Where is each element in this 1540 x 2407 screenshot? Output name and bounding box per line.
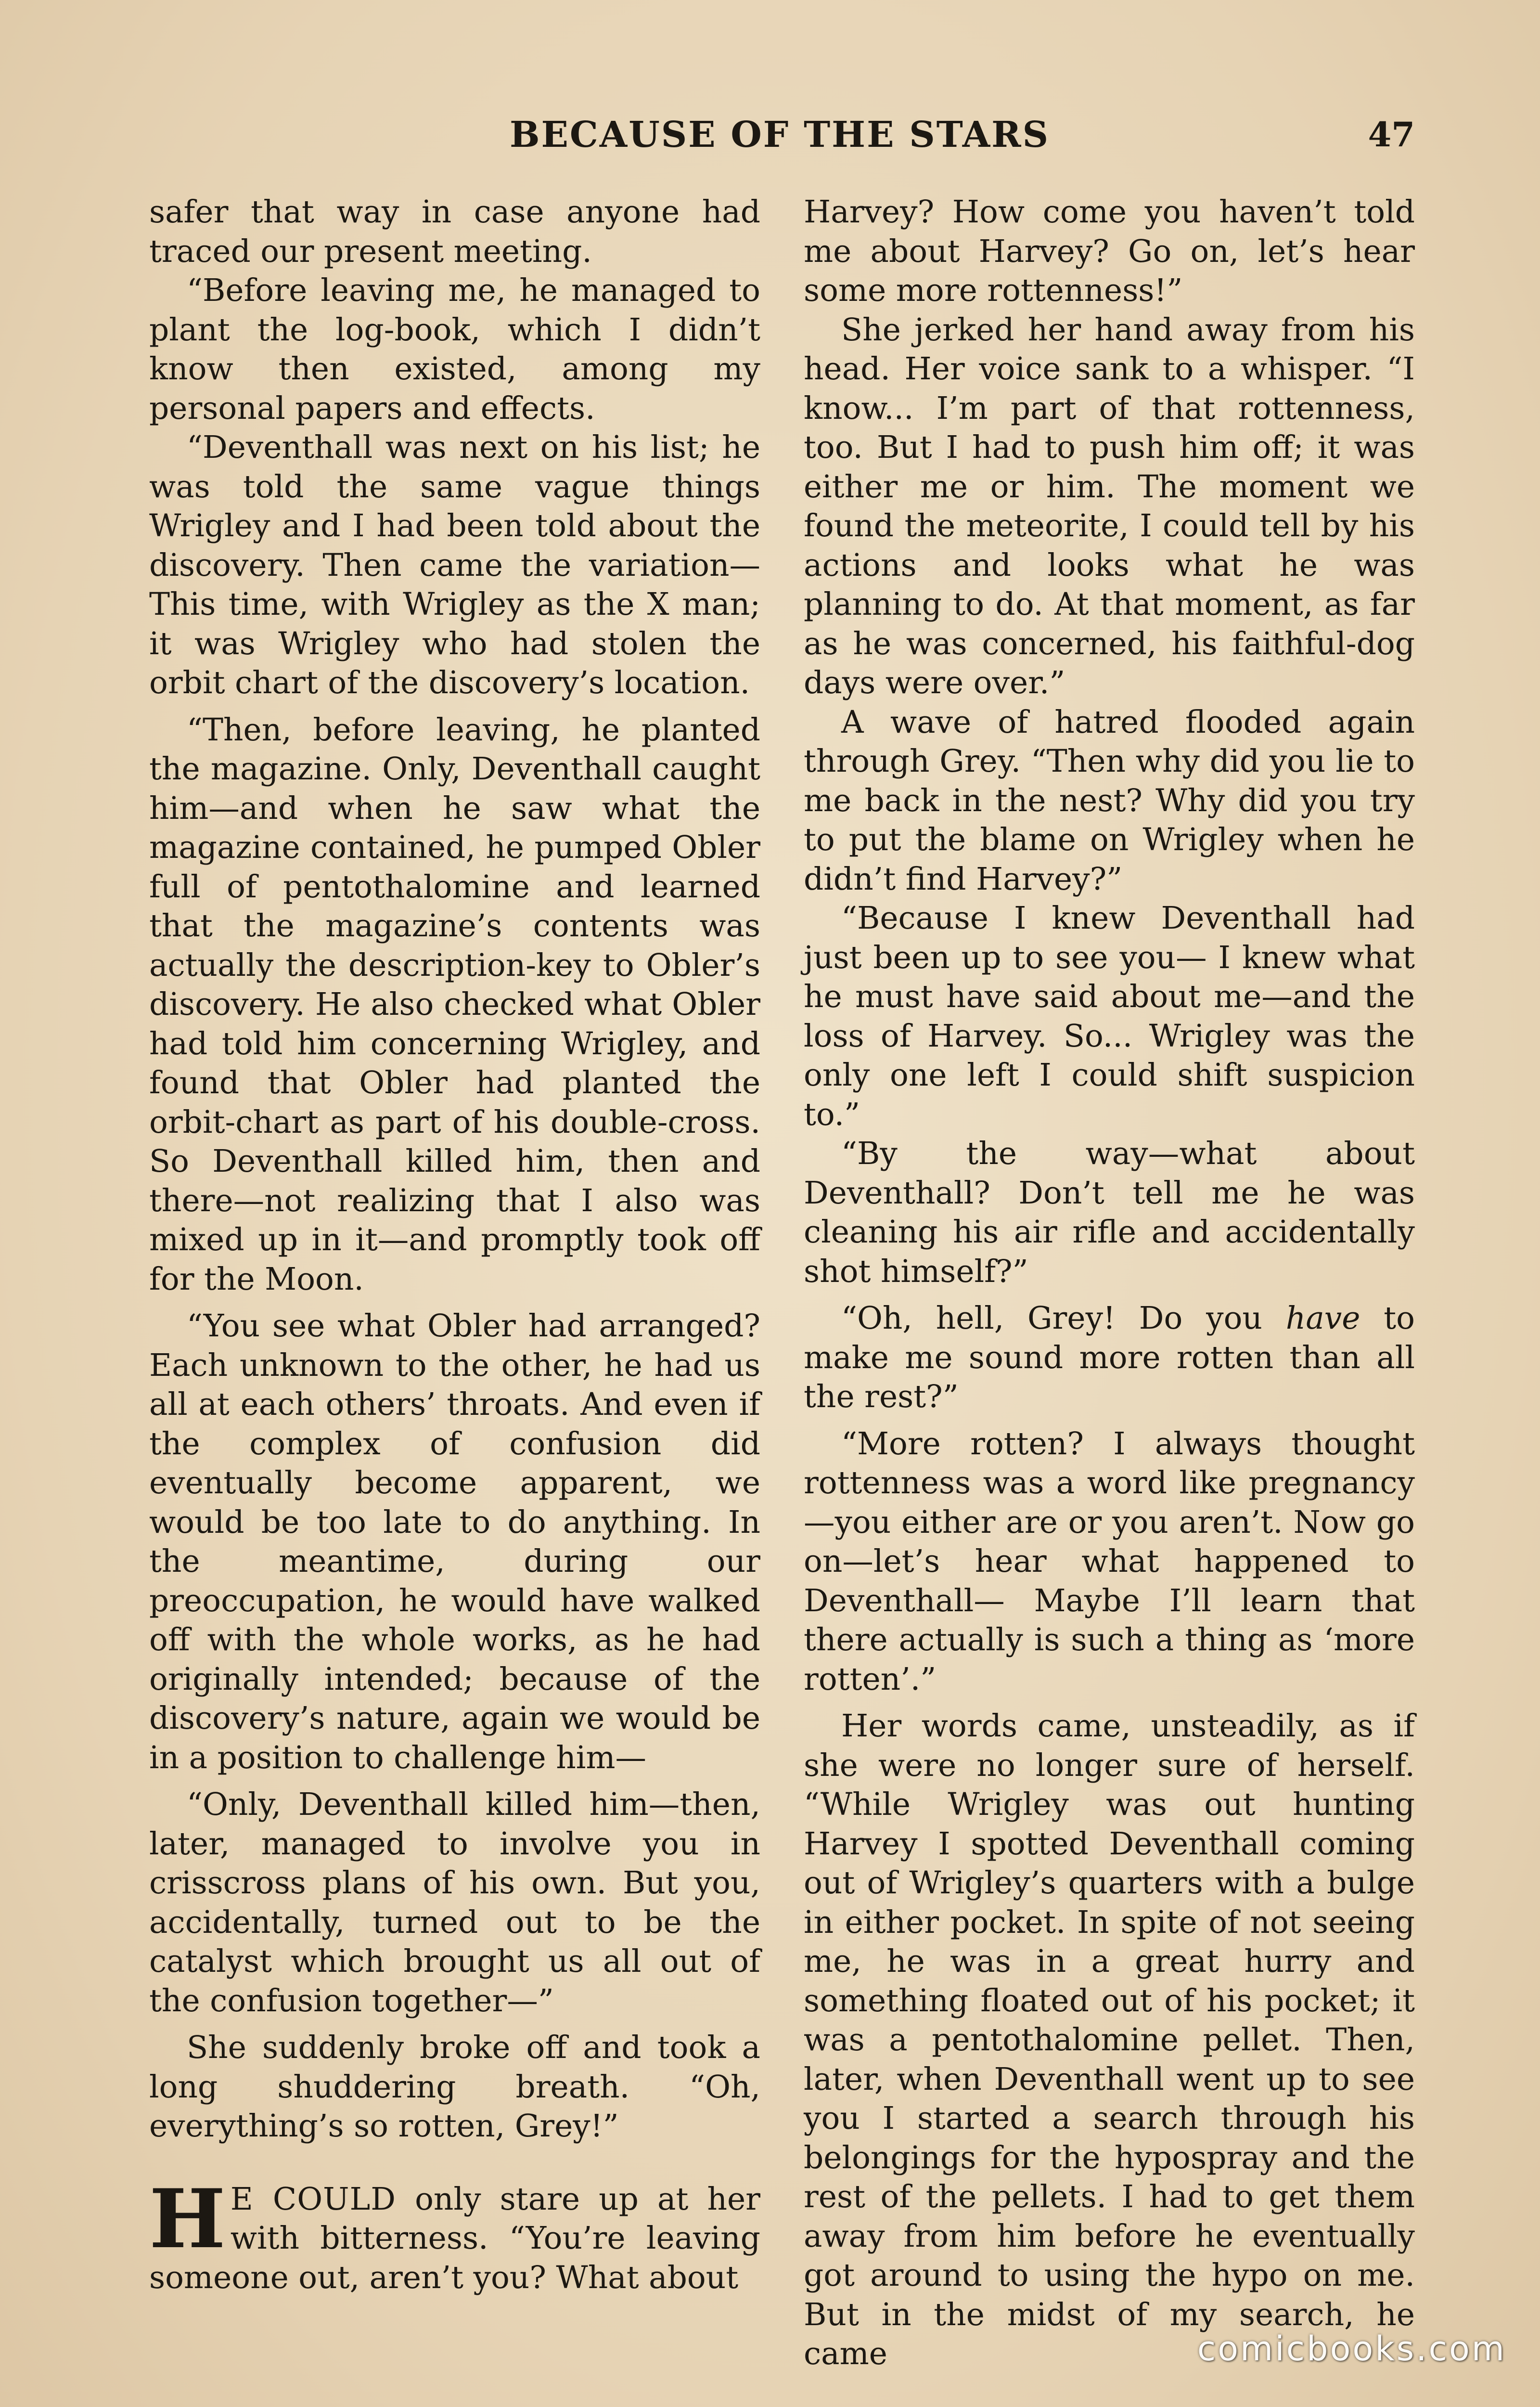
- page-number: 47: [1368, 115, 1415, 155]
- page-header: [144, 111, 1415, 159]
- paragraph: She suddenly broke off and took a long shuddering breath. “Oh, everything’s so rotten, Grey!”: [149, 2030, 760, 2144]
- left-column: [149, 193, 760, 2330]
- paragraph: “Only, Deventhall killed him—then, later, managed to involve you in crisscross plans of his own. But you, accidentally, turned out to be the catalyst which brought us all out of the confusion together—”: [149, 1786, 760, 2019]
- paragraph: A wave of hatred flooded again through Grey. “Then why did you lie to me back in the nest? Why did you try to put the blame on Wrigley when he didn’t find Harvey?”: [804, 704, 1415, 897]
- dialogue-text: “Oh, hell, Grey! Do you: [841, 1300, 1286, 1336]
- watermark: comicbooks.com: [1197, 2329, 1506, 2368]
- paragraph: Harvey? How come you haven’t told me about Harvey? Go on, let’s hear some more rottenness!”: [804, 194, 1415, 309]
- paragraph: She jerked her hand away from his head. Her voice sank to a whisper. “I know... I’m part of that rottenness, too. But I had to push him off; it was either me or him. The moment we found the meteorite, I could tell by his actions and looks what he was planning to do. At that moment, as far as he was concerned, his faithful-dog days were over.”: [804, 311, 1415, 701]
- running-title: BECAUSE OF THE STARS: [509, 114, 1050, 155]
- lead-in-caps: E COULD: [230, 2181, 397, 2217]
- lead-in-text: only stare up at her with bitterness. “You’re leaving someone out, aren’t you? What about: [149, 2181, 760, 2296]
- paragraph: “By the way—what about Deventhall? Don’t tell me he was cleaning his air rifle and accidentally shot himself?”: [804, 1136, 1415, 1290]
- paragraph: [804, 1299, 1415, 1417]
- paragraph: safer that way in case anyone had traced our present meeting.: [149, 194, 760, 270]
- paragraph: “Because I knew Deventhall had just been up to see you— I knew what he must have said about me—and the loss of Harvey. So... Wrigley was the only one left I could shift suspicion to.”: [804, 900, 1415, 1133]
- paragraph: Her words came, unsteadily, as if she were no longer sure of herself. “While Wrigley was out hunting Harvey I spotted Deventhall coming out of Wrigley’s quarters with a bulge in either pocket. In spite of not seeing me, he was in a great hurry and something floated out of his pocket; it was a pentothalomine pellet. Then, later, when Deventhall went up to see you I started a search through his belongings for the hypospray and the rest of the pellets. I had to get them away from him before he eventually got around to using the hypo on me. But in the midst of my search, he came: [804, 1708, 1415, 2372]
- paragraph: “Then, before leaving, he planted the magazine. Only, Deventhall caught him—and when he saw what the magazine contained, he pumped Obler full of pentothalomine and learned that the magazine’s contents was actually the description-key to Obler’s discovery. He also checked what Obler had told him concerning Wrigley, and found that Obler had planted the orbit-chart as part of his double-cross. So Deventhall killed him, then and there—not realizing that I also was mixed up in it—and promptly took off for the Moon.: [149, 712, 760, 1297]
- paragraph: “More rotten? I always thought rottenness was a word like pregnancy—you either are or you aren’t. Now go on—let’s hear what happened to Deventhall— Maybe I’ll learn that there actually is such a thing as ‘more rotten’.”: [804, 1425, 1415, 1697]
- drop-cap: H: [149, 2171, 223, 2266]
- paragraph: “Deventhall was next on his list; he was told the same vague things Wrigley and I had been told about the discovery. Then came the variation— This time, with Wrigley as the X man; it was Wrigley who had stolen the orbit chart of the discovery’s location.: [149, 429, 760, 701]
- paragraph: “Before leaving me, he managed to plant the log-book, which I didn’t know then existed, among my personal papers and effects.: [149, 272, 760, 427]
- emphasis-text: have: [1285, 1300, 1360, 1336]
- dialogue-text: to make me sound more rotten than all the rest?”: [804, 1300, 1415, 1415]
- paragraph: “You see what Obler had arranged? Each unknown to the other, he had us all at each others’ throats. And even if the complex of confusion did eventually become apparent, we would be too late to do anything. In the meantime, during our preoccupation, he would have walked off with the whole works, as he had originally intended; because of the discovery’s nature, again we would be in a position to challenge him—: [149, 1308, 760, 1776]
- section-opening-paragraph: [149, 2171, 760, 2298]
